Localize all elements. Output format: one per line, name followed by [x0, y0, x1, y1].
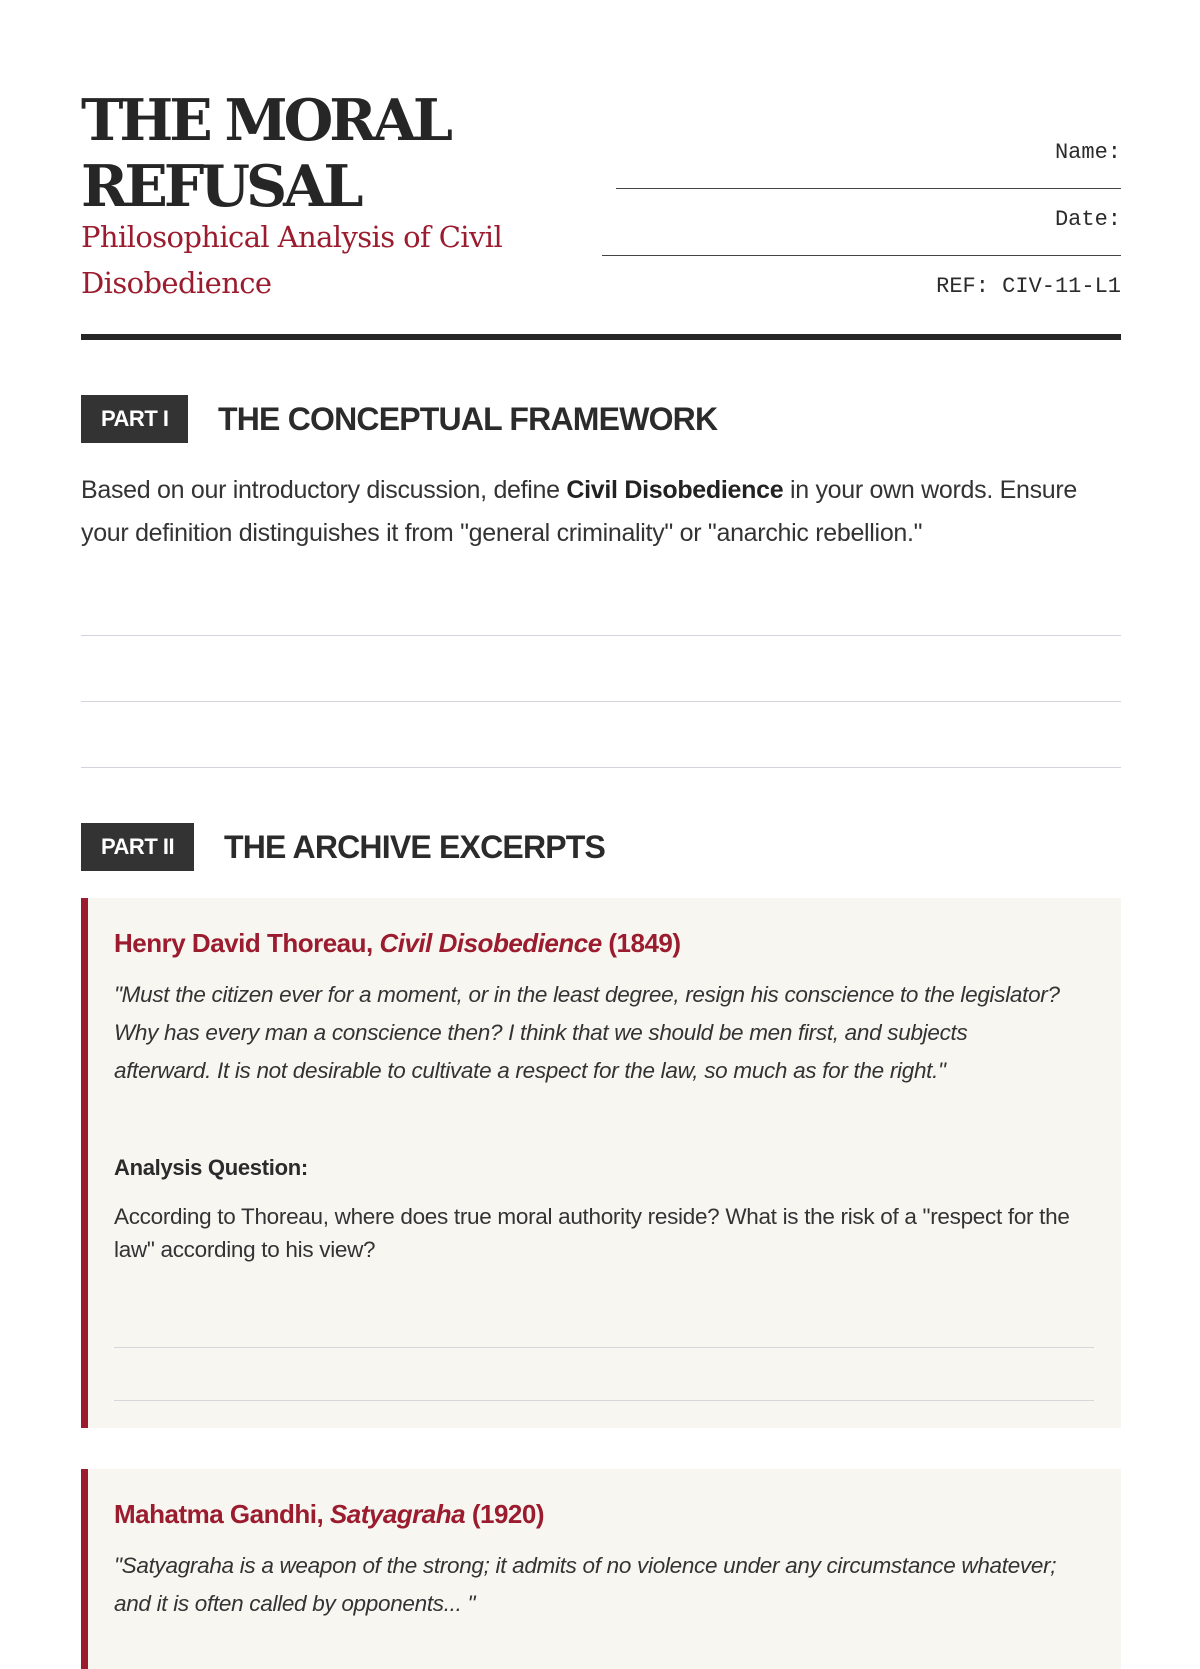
date-row: [601, 207, 1121, 274]
analysis-question-label: Analysis Question:: [114, 1155, 308, 1180]
date-field[interactable]: [602, 255, 1121, 256]
part-1-heading: [81, 395, 1121, 443]
part-1-title: THE CONCEPTUAL FRAMEWORK: [218, 401, 718, 437]
part-1-answer-line-2[interactable]: [81, 701, 1121, 702]
part-2-badge: PART II: [81, 823, 194, 871]
name-field[interactable]: [616, 188, 1121, 189]
excerpt-card-thoreau: [81, 898, 1121, 1428]
worksheet-header: [81, 88, 1121, 340]
excerpt-work: Satyagraha: [329, 1499, 466, 1529]
part-1-badge: PART I: [81, 395, 188, 443]
date-label: Date:: [1054, 207, 1121, 232]
part-1-prompt: [81, 469, 1121, 555]
prompt-text-start: Based on our introductory discussion, define: [81, 476, 567, 504]
excerpt-quote: "Must the citizen ever for a moment, or in the least degree, resign his conscience to the legislator? Why has every man a conscience then? I think that we should be men first, and subjects afterward. It is not desirable to cultivate a respect for the law, so much as for the right.": [114, 982, 1060, 1083]
name-row: [601, 140, 1121, 207]
analysis-question-text: According to Thoreau, where does true moral authority reside? What is the risk of a "respect for the law" according to his view?: [114, 1204, 1070, 1262]
part-1-answer-line-1[interactable]: [81, 635, 1121, 636]
excerpt-card-gandhi: [81, 1469, 1121, 1669]
name-label: Name:: [1054, 140, 1121, 165]
page-title: THE MORAL REFUSAL: [81, 87, 449, 220]
student-info: [601, 140, 1121, 299]
excerpt-answer-line-2[interactable]: [114, 1400, 1094, 1401]
worksheet-page: [81, 0, 1121, 1616]
excerpt-quote: "Satyagraha is a weapon of the strong; it admits of no violence under any circumstance whatever; and it is often called by opponents... ": [114, 1553, 1057, 1616]
excerpt-author: Mahatma Gandhi,: [114, 1499, 330, 1529]
excerpt-work: Civil Disobedience: [379, 928, 602, 958]
excerpt-answer-line-1[interactable]: [114, 1347, 1094, 1348]
excerpt-year: (1849): [601, 928, 681, 958]
excerpt-citation: [114, 926, 681, 960]
header-divider: [81, 334, 1121, 340]
part-2-heading: [81, 823, 1121, 871]
excerpt-citation: [114, 1497, 544, 1531]
part-2-title: THE ARCHIVE EXCERPTS: [224, 829, 606, 865]
part-1-answer-line-3[interactable]: [81, 767, 1121, 768]
prompt-text-end: in your own words. Ensure your definition distinguishes it from "general criminality" or "anarchic rebellion.": [81, 476, 1078, 547]
page-subtitle: Philosophical Analysis of Civil Disobedience: [81, 220, 503, 300]
prompt-key-term: Civil Disobedience: [566, 476, 784, 504]
reference-code: REF: CIV-11-L1: [936, 274, 1121, 299]
excerpt-year: (1920): [465, 1499, 544, 1529]
excerpt-author: Henry David Thoreau,: [114, 928, 380, 958]
